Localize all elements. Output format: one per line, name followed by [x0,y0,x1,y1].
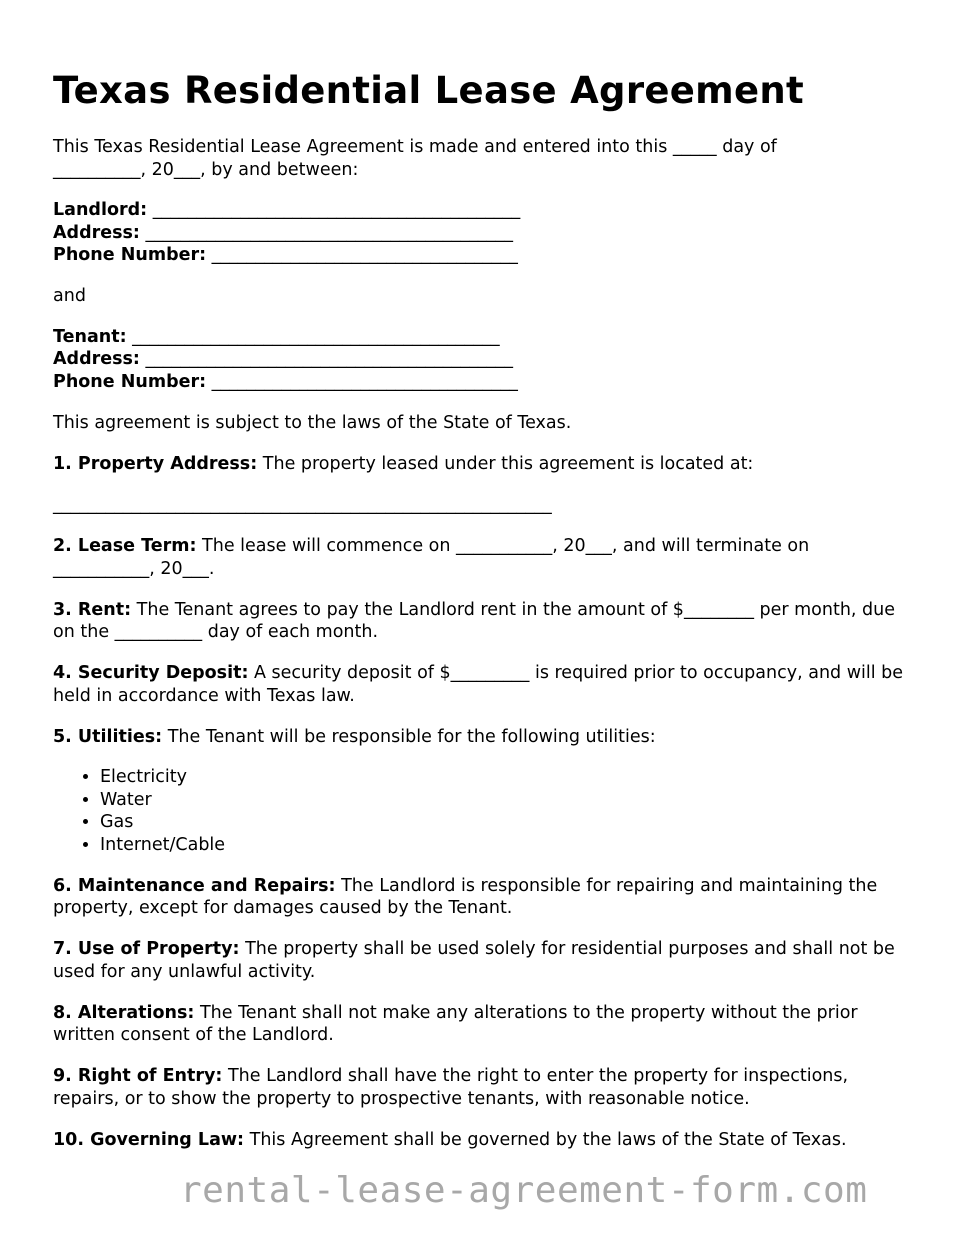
landlord-phone-label: Phone Number: [53,245,207,265]
section-5-heading: 5. Utilities: [53,726,163,747]
section-5 [53,726,913,749]
section-6 [53,875,913,920]
section-7 [53,938,913,983]
section-3-text: The Tenant agrees to pay the Landlord rent in the amount of $________ per month, due on the __________ day of each month. [53,599,896,642]
section-2-text: The lease will commence on ___________, 20___, and will terminate on ___________, 20___. [53,536,810,579]
intro-line-1: This Texas Residential Lease Agreement is made and entered into this _____ day of [53,137,777,157]
property-address-blank: _________________________________________________________ [53,495,552,515]
subject-law-text: This agreement is subject to the laws of the State of Texas. [53,412,572,433]
section-9 [53,1065,913,1110]
section-4-heading: 4. Security Deposit: [53,663,249,683]
landlord-name-blank: __________________________________________ [152,200,521,220]
tenant-name-label: Tenant: [53,326,127,347]
section-10 [53,1129,913,1152]
section-1-text: The property leased under this agreement is located at: [257,453,754,474]
section-4 [53,662,913,707]
section-8 [53,1002,913,1047]
tenant-phone-label: Phone Number: [53,371,207,392]
tenant-name-blank: __________________________________________ [132,326,500,347]
tenant-address-blank: __________________________________________ [145,349,514,369]
watermark: rental-lease-agreement-form.com [180,1170,868,1211]
section-6-text: The Landlord is responsible for repairing and maintaining the property, except for damages caused by the Tenant. [53,875,878,918]
section-1-heading: 1. Property Address: [53,453,258,474]
and-text: and [53,286,86,306]
intro-paragraph [53,136,913,181]
section-8-text: The Tenant shall not make any alterations to the property without the prior written consent of the Landlord. [53,1002,858,1045]
landlord-phone-row [53,244,913,267]
intro-line-2: __________, 20___, by and between: [53,159,359,180]
section-9-heading: 9. Right of Entry: [53,1066,223,1086]
tenant-address-label: Address: [53,349,140,369]
section-1 [53,453,913,476]
tenant-phone-blank: ___________________________________ [211,371,518,392]
section-3 [53,599,913,644]
section-6-heading: 6. Maintenance and Repairs: [53,875,336,896]
list-item: • Gas [100,811,913,834]
utilities-list [53,766,913,856]
tenant-phone-row [53,371,913,394]
section-10-heading: 10. Governing Law: [53,1129,245,1150]
landlord-name-row [53,199,913,222]
section-8-heading: 8. Alterations: [53,1002,195,1023]
landlord-address-blank: __________________________________________ [145,222,514,243]
list-item: • Electricity [100,766,913,789]
section-7-text: The property shall be used solely for residential purposes and shall not be used for any unlawful activity. [53,939,895,982]
section-10-text: This Agreement shall be governed by the laws of the State of Texas. [244,1129,847,1150]
document-page [53,66,913,1151]
list-item: • Internet/Cable [100,834,913,857]
section-9-text: The Landlord shall have the right to enter the property for inspections, repairs, or to show the property to prospective tenants, with reasonable notice. [53,1066,849,1109]
section-2-heading: 2. Lease Term: [53,536,197,556]
tenant-block [53,326,913,394]
landlord-phone-blank: ___________________________________ [211,245,518,265]
section-2 [53,535,913,580]
tenant-address-row [53,348,913,371]
section-5-text: The Tenant will be responsible for the following utilities: [162,726,656,747]
tenant-name-row [53,326,913,349]
list-item: • Water [100,789,913,812]
landlord-name-label: Landlord: [53,200,148,220]
section-3-heading: 3. Rent: [53,599,132,620]
landlord-block [53,199,913,267]
landlord-address-label: Address: [53,222,140,243]
section-7-heading: 7. Use of Property: [53,939,240,959]
document-title: Texas Residential Lease Agreement [53,69,805,112]
section-4-text: A security deposit of $_________ is required prior to occupancy, and will be held in accordance with Texas law. [53,663,904,706]
landlord-address-row [53,222,913,245]
